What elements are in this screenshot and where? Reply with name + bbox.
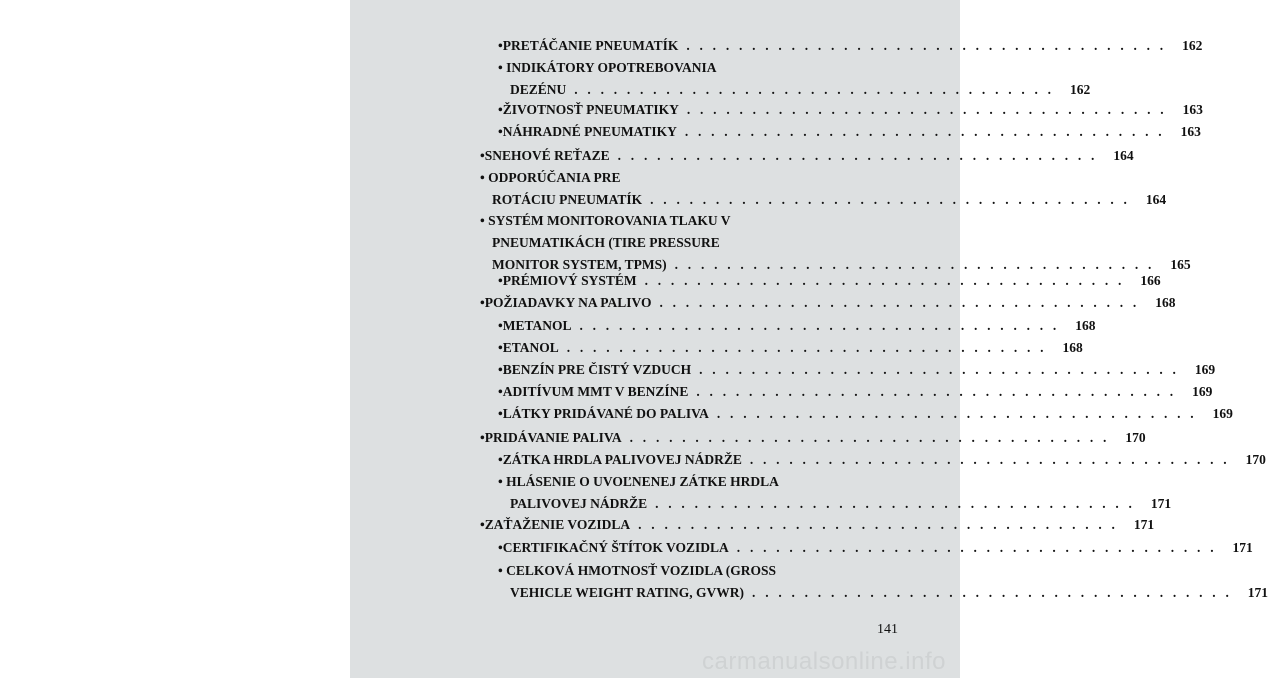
toc-entry-line [480,145,1134,167]
dot-leader: . . . . . . . . . . . . . . . . . . . . . . . . . . . . . . . . . . . . . [638,517,1119,532]
toc-entry-title: ZÁTKA HRDLA PALIVOVEJ NÁDRŽE [502,452,742,467]
dot-leader: . . . . . . . . . . . . . . . . . . . . . . . . . . . . . . . . . . . . . [716,406,1197,421]
toc-entry [498,449,1266,471]
toc-entry [498,270,1161,292]
toc-entry-line [498,121,1201,143]
bullet: • [480,430,485,445]
toc-entry-line [480,189,1167,211]
toc-entry-line [498,57,898,79]
bullet: • [498,362,503,377]
dot-leader: . . . . . . . . . . . . . . . . . . . . . . . . . . . . . . . . . . . . . [684,124,1165,139]
bullet: • [498,340,503,355]
toc-entry-title: METANOL [502,318,572,333]
toc-entry-title: PRIDÁVANIE PALIVA [484,430,622,445]
toc-entry-line [498,560,898,582]
toc-entry-line [498,493,1172,515]
toc-entry-title: HLÁSENIE O UVOĽNENEJ ZÁTKE HRDLA [506,474,779,489]
toc-entry-title: MONITOR SYSTEM, TPMS) [492,257,667,272]
toc-page-number: 171 [1247,585,1268,600]
toc-entry-title: PNEUMATIKÁCH (TIRE PRESSURE [492,235,720,250]
bullet: • [480,517,485,532]
dot-leader: . . . . . . . . . . . . . . . . . . . . . . . . . . . . . . . . . . . . . [752,585,1233,600]
bullet: • [498,474,503,489]
toc-entry-title: VEHICLE WEIGHT RATING, GVWR) [510,585,745,600]
dot-leader: . . . . . . . . . . . . . . . . . . . . . . . . . . . . . . . . . . . . . [699,362,1180,377]
toc-page-number: 162 [1182,38,1203,53]
toc-page-number: 168 [1155,295,1176,310]
dot-leader: . . . . . . . . . . . . . . . . . . . . . . . . . . . . . . . . . . . . . [574,82,1055,97]
toc-entry-line [498,449,1266,471]
bullet: • [480,148,485,163]
toc-entry-title: DEZÉNU [510,82,567,97]
dot-leader: . . . . . . . . . . . . . . . . . . . . . . . . . . . . . . . . . . . . . [686,38,1167,53]
toc-entry-line [498,359,1216,381]
toc-entry-line [498,403,1233,425]
toc-page-number: 166 [1140,273,1161,288]
toc-entry-title: POŽIADAVKY NA PALIVO [484,295,652,310]
toc-entry [498,381,1213,403]
toc-page-number: 169 [1212,406,1233,421]
toc-page-number: 171 [1133,517,1155,532]
dot-leader: . . . . . . . . . . . . . . . . . . . . . . . . . . . . . . . . . . . . . [749,452,1230,467]
toc-entry-title: ROTÁCIU PNEUMATÍK [492,192,643,207]
toc-entry [498,99,1203,121]
toc-entry-line [498,381,1213,403]
toc-page-number: 170 [1125,430,1146,445]
bullet: • [498,38,503,53]
toc-entry-line [498,471,898,493]
toc-page-number: 163 [1180,124,1201,139]
toc-entry-title: SNEHOVÉ REŤAZE [484,148,610,163]
toc-entry [480,167,1167,211]
toc-page-number: 168 [1075,318,1096,333]
toc-page-number: 170 [1245,452,1266,467]
toc-entry-line [480,514,1155,536]
toc-entry-title: LÁTKY PRIDÁVANÉ DO PALIVA [502,406,709,421]
page-number: 141 [877,622,898,637]
toc-entry [498,471,1172,515]
toc-entry [498,121,1201,143]
toc-entry-title: ETANOL [502,340,559,355]
toc-entry-line [498,79,1091,101]
toc-entry-title: NÁHRADNÉ PNEUMATIKY [502,124,677,139]
toc-entry-title: ODPORÚČANIA PRE [488,170,621,185]
toc-entry [498,359,1216,381]
toc-page-number: 169 [1194,362,1216,377]
toc-page-number: 168 [1062,340,1083,355]
dot-leader: . . . . . . . . . . . . . . . . . . . . . . . . . . . . . . . . . . . . . [696,384,1177,399]
toc-entry-title: ŽIVOTNOSŤ PNEUMATIKY [502,102,679,117]
toc-page-number: 164 [1113,148,1134,163]
bullet: • [498,273,503,288]
toc-entry [480,145,1134,167]
toc-entry-line [480,427,1146,449]
dot-leader: . . . . . . . . . . . . . . . . . . . . . . . . . . . . . . . . . . . . . [659,295,1140,310]
left-page-blank [0,0,350,678]
dot-leader: . . . . . . . . . . . . . . . . . . . . . . . . . . . . . . . . . . . . . [644,273,1125,288]
toc-entry-line [480,167,898,189]
toc-entry-title: INDIKÁTORY OPOTREBOVANIA [506,60,717,75]
toc-page-number: 171 [1150,496,1172,511]
toc-entry-line [498,270,1161,292]
toc-entry [498,560,1268,604]
toc-entry-line [498,582,1268,604]
bullet: • [498,124,503,139]
toc-entry-title: PRETÁČANIE PNEUMATÍK [502,38,679,53]
toc-entry [498,537,1253,559]
toc-entry [480,427,1146,449]
toc-entry-title: PRÉMIOVÝ SYSTÉM [502,273,637,288]
bullet: • [498,384,503,399]
toc-entry-title: ZAŤAŽENIE VOZIDLA [484,517,631,532]
toc-entry-line [498,315,1096,337]
toc-entry [498,315,1096,337]
dot-leader: . . . . . . . . . . . . . . . . . . . . . . . . . . . . . . . . . . . . . [650,192,1131,207]
watermark: carmanualsonline.info [702,648,946,675]
dot-leader: . . . . . . . . . . . . . . . . . . . . . . . . . . . . . . . . . . . . . [686,102,1167,117]
toc-entry-line [498,537,1253,559]
dot-leader: . . . . . . . . . . . . . . . . . . . . . . . . . . . . . . . . . . . . . [736,540,1217,555]
bullet: • [498,318,503,333]
toc-entry-line [498,337,1083,359]
bullet: • [498,60,503,75]
dot-leader: . . . . . . . . . . . . . . . . . . . . . . . . . . . . . . . . . . . . . [617,148,1098,163]
toc-entry [498,35,1203,57]
toc-page-number: 162 [1070,82,1091,97]
bullet: • [498,563,503,578]
dot-leader: . . . . . . . . . . . . . . . . . . . . . . . . . . . . . . . . . . . . . [579,318,1060,333]
bullet: • [498,102,503,117]
toc-entry-title: PALIVOVEJ NÁDRŽE [510,496,648,511]
toc-entry-title: ADITÍVUM MMT V BENZÍNE [502,384,689,399]
toc-entry [498,337,1083,359]
bullet: • [498,406,503,421]
toc-entry-title: SYSTÉM MONITOROVANIA TLAKU V [488,213,731,228]
dot-leader: . . . . . . . . . . . . . . . . . . . . . . . . . . . . . . . . . . . . . [674,257,1155,272]
toc-entry-line [498,35,1203,57]
toc-page-number: 171 [1232,540,1253,555]
dot-leader: . . . . . . . . . . . . . . . . . . . . . . . . . . . . . . . . . . . . . [566,340,1047,355]
toc-entry-title: CERTIFIKAČNÝ ŠTÍTOK VOZIDLA [502,540,729,555]
toc-entry [498,403,1233,425]
toc-entry [480,514,1155,536]
bullet: • [498,452,503,467]
toc-entry-line [480,292,1176,314]
dot-leader: . . . . . . . . . . . . . . . . . . . . . . . . . . . . . . . . . . . . . [655,496,1136,511]
dot-leader: . . . . . . . . . . . . . . . . . . . . . . . . . . . . . . . . . . . . . [629,430,1110,445]
toc-entry [480,292,1176,314]
bullet: • [480,170,485,185]
toc-page-number: 164 [1145,192,1167,207]
bullet: • [480,213,485,228]
toc-entry-title: BENZÍN PRE ČISTÝ VZDUCH [502,362,692,377]
toc-entry-line [498,99,1203,121]
toc-entry-line [480,210,898,232]
bullet: • [498,540,503,555]
toc-entry-title: CELKOVÁ HMOTNOSŤ VOZIDLA (GROSS [506,563,777,578]
bullet: • [480,295,485,310]
toc-entry-line [480,232,898,254]
toc-page-number: 163 [1182,102,1203,117]
toc-page-number: 165 [1170,257,1191,272]
toc-entry [480,210,1191,276]
toc-entry [498,57,1091,101]
toc-page-number: 169 [1192,384,1213,399]
